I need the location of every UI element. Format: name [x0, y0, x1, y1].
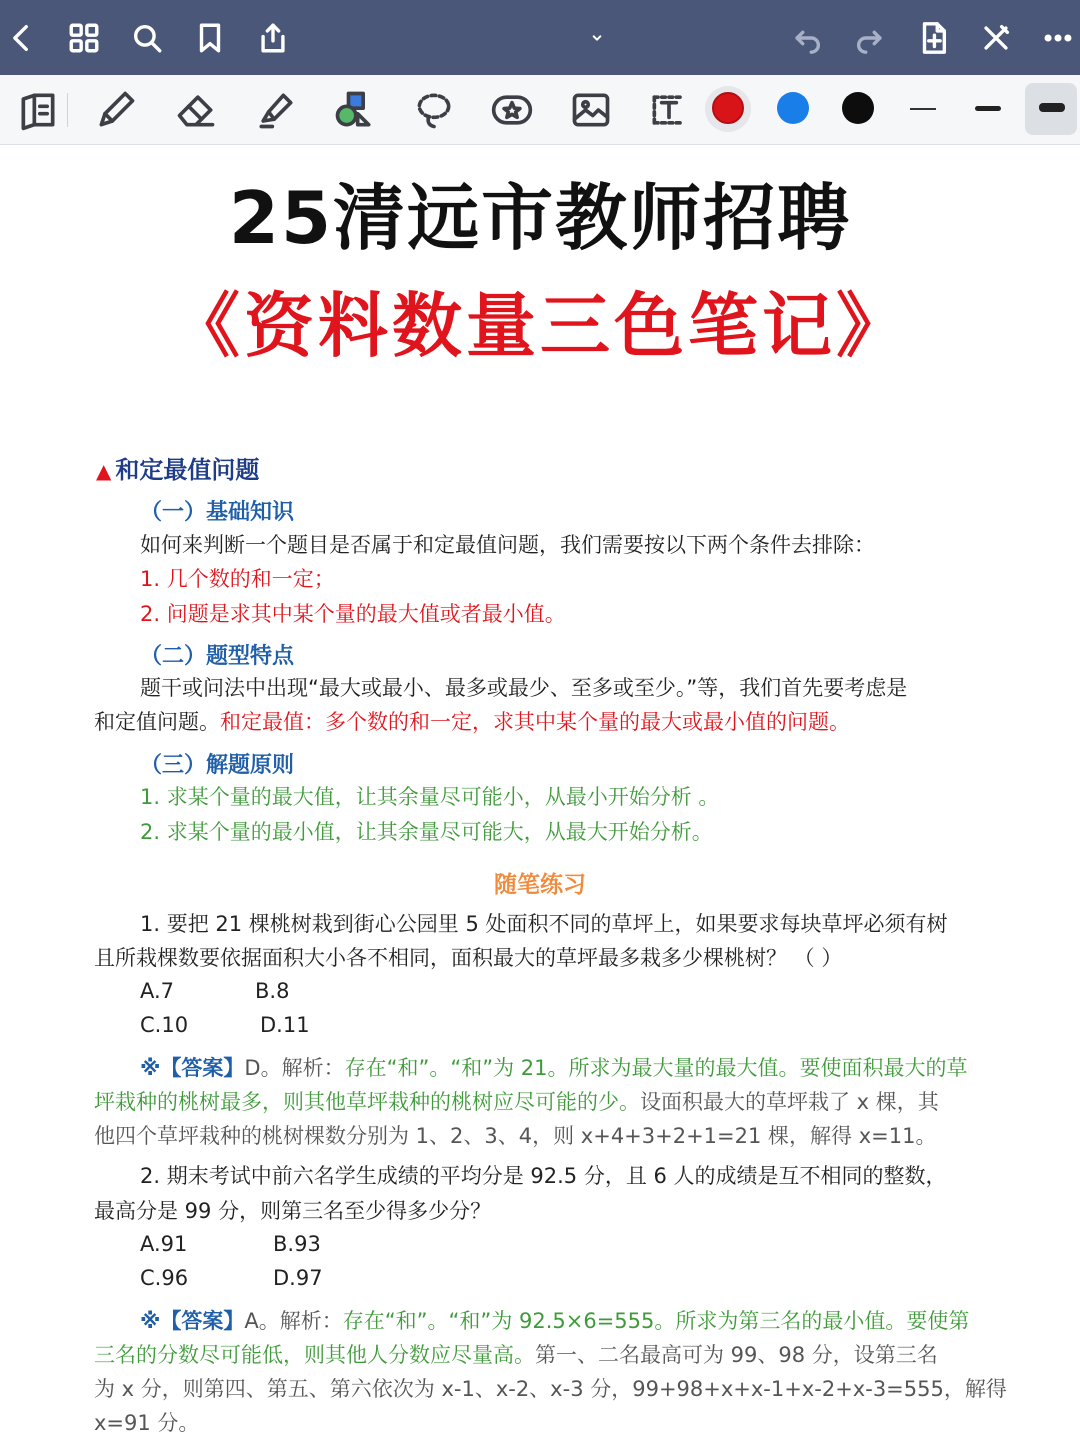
section-3-item-2: 2. 求某个量的最小值，让其余量尽可能大，从最大开始分析。	[140, 820, 713, 844]
answer-2-line-3: 为 x 分，则第四、第五、第六依次为 x-1、x-2、x-3 分，99+98+x+x-1+x-2+x-3=555，解得	[94, 1377, 1007, 1401]
read-mode-icon[interactable]	[12, 85, 64, 135]
q1-option-b: B.8	[255, 979, 290, 1003]
section-2-line-2: 和定值问题。和定最值：多个数的和一定，求其中某个量的最大或最小值的问题。	[94, 710, 850, 734]
grid-view-icon[interactable]	[64, 18, 104, 58]
section-1-item-2: 2. 问题是求其中某个量的最大值或者最小值。	[140, 602, 566, 626]
stroke-thin-option[interactable]	[910, 108, 936, 110]
annotation-toolbar	[0, 75, 1080, 145]
search-icon[interactable]	[127, 18, 167, 58]
q2-option-b: B.93	[273, 1232, 321, 1256]
answer-1-line-2: 坪栽种的桃树最多，则其他草坪栽种的桃树应尽可能的少。设面积最大的草坪栽了 x 棵，其	[94, 1090, 939, 1114]
chevron-down-icon[interactable]	[577, 18, 617, 58]
q2-option-a: A.91	[140, 1232, 188, 1256]
section-3-title: （三）解题原则	[140, 753, 295, 778]
text-tool-icon[interactable]	[643, 85, 695, 135]
close-edit-icon[interactable]	[976, 18, 1016, 58]
main-heading: ▲ 和定最值问题	[96, 456, 260, 484]
section-1-title: （一）基础知识	[140, 500, 295, 525]
share-icon[interactable]	[253, 18, 293, 58]
question-2-line-1: 2. 期末考试中前六名学生成绩的平均分是 92.5 分，且 6 人的成绩是互不相同的整数，	[140, 1164, 947, 1188]
question-1-line-2: 且所栽棵数要依据面积大小各不相同，面积最大的草坪最多栽多少棵桃树？ （ ）	[94, 946, 843, 970]
color-red-swatch[interactable]	[712, 92, 744, 124]
q1-option-c: C.10	[140, 1013, 189, 1037]
answer-1-line-3: 他四个草坪栽种的桃树棵数分别为 1、2、3、4，则 x+4+3+2+1=21 棵，解得 x=11。	[94, 1124, 937, 1148]
section-2-title: （二）题型特点	[140, 644, 295, 669]
question-1-line-1: 1. 要把 21 棵桃树栽到街心公园里 5 处面积不同的草坪上，如果要求每块草坪必须有树	[140, 912, 948, 936]
triangle-icon: ▲	[96, 459, 112, 483]
page-subtitle: 《资料数量三色笔记》	[170, 284, 910, 367]
lasso-tool-icon[interactable]	[408, 85, 460, 135]
bookmark-icon[interactable]	[190, 18, 230, 58]
page-title: 25清远市教师招聘	[228, 176, 852, 260]
pen-tool-icon[interactable]	[90, 85, 142, 135]
section-1-text: 如何来判断一个题目是否属于和定最值问题，我们需要按以下两个条件去排除：	[140, 533, 875, 557]
section-3-item-1: 1. 求某个量的最大值，让其余量尽可能小，从最小开始分析 。	[140, 785, 720, 809]
toolbar-divider	[67, 93, 68, 127]
sticker-tool-icon[interactable]	[486, 85, 538, 135]
section-1-item-1: 1. 几个数的和一定；	[140, 567, 335, 591]
image-tool-icon[interactable]	[565, 85, 617, 135]
stroke-thick-option[interactable]	[1039, 103, 1065, 112]
answer-2-line-1: ※【答案】A。解析：存在“和”。“和”为 92.5×6=555。所求为第三名的最小值。要使第	[140, 1309, 970, 1333]
shapes-tool-icon[interactable]	[328, 85, 380, 135]
eraser-tool-icon[interactable]	[170, 85, 222, 135]
redo-icon[interactable]	[850, 18, 890, 58]
color-black-swatch[interactable]	[842, 92, 874, 124]
q1-option-a: A.7	[140, 979, 175, 1003]
answer-1-line-1: ※【答案】D。解析：存在“和”。“和”为 21。所求为最大量的最大值。要使面积最大的草	[140, 1056, 968, 1080]
q2-option-c: C.96	[140, 1266, 189, 1290]
section-2-line-1: 题干或问法中出现“最大或最小、最多或最少、至多或至少。”等，我们首先要考虑是	[140, 676, 908, 700]
q1-option-d: D.11	[260, 1013, 310, 1037]
top-nav-bar	[0, 0, 1080, 75]
undo-icon[interactable]	[787, 18, 827, 58]
highlighter-tool-icon[interactable]	[250, 85, 302, 135]
question-2-line-2: 最高分是 99 分，则第三名至少得多少分？	[94, 1199, 492, 1223]
more-options-icon[interactable]	[1038, 18, 1078, 58]
answer-2-line-2: 三名的分数尽可能低，则其他人分数应尽量高。第一、二名最高可为 99、98 分，设第三名	[94, 1343, 938, 1367]
back-icon[interactable]	[2, 18, 42, 58]
answer-2-line-4: x=91 分。	[94, 1411, 200, 1435]
add-page-icon[interactable]	[913, 18, 953, 58]
color-blue-swatch[interactable]	[777, 92, 809, 124]
practice-heading: 随笔练习	[494, 872, 586, 898]
q2-option-d: D.97	[273, 1266, 323, 1290]
stroke-medium-option[interactable]	[975, 106, 1001, 111]
